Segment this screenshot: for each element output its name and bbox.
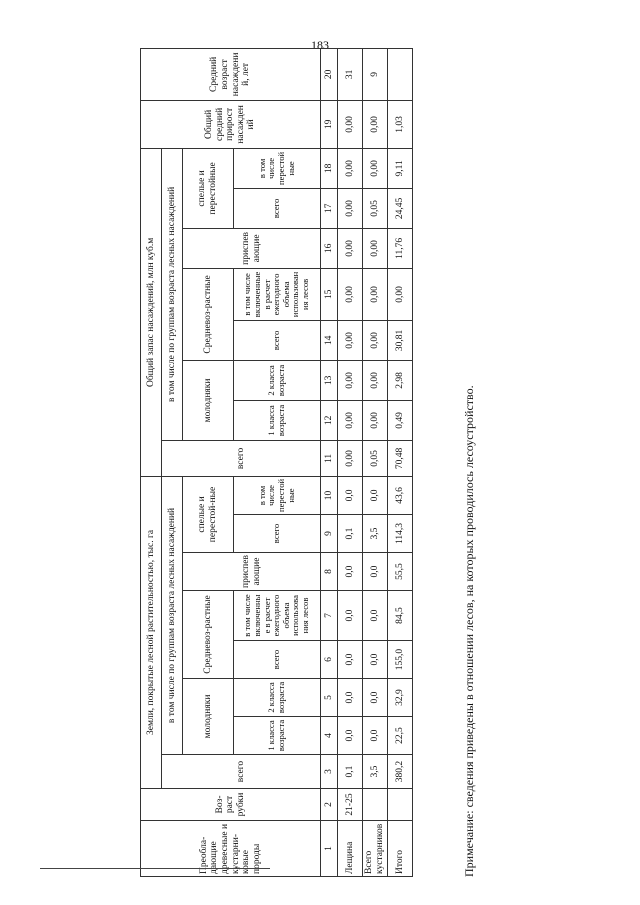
column-number: 7 bbox=[321, 591, 338, 641]
header-area-mature-total: всего bbox=[234, 515, 321, 553]
column-number: 12 bbox=[321, 400, 338, 440]
cell-value: 0,0 bbox=[338, 476, 363, 514]
cell-value: 0,0 bbox=[338, 679, 363, 717]
header-area-middle-allowable: в том числе включенные в расчет ежегодного объема использования лесов bbox=[234, 591, 321, 641]
cell-species: Лещина bbox=[338, 821, 363, 877]
column-number: 8 bbox=[321, 553, 338, 591]
cell-value: 0,00 bbox=[338, 268, 363, 320]
cell-value: 0,0 bbox=[363, 476, 388, 514]
cell-value: 0,00 bbox=[363, 400, 388, 440]
header-area-class2: 2 класса возраста bbox=[234, 679, 321, 717]
cell-value: 0,0 bbox=[363, 679, 388, 717]
cell-value: 84,5 bbox=[388, 591, 413, 641]
cell-value: 11,76 bbox=[388, 228, 413, 268]
header-stock-middle-allowable: в том числе включенные в расчет ежегодного объема использования лесов bbox=[234, 268, 321, 320]
cell-value: 0,0 bbox=[338, 641, 363, 679]
cell-value bbox=[388, 48, 413, 100]
table-row-total bbox=[388, 48, 413, 876]
cell-value: 32,9 bbox=[388, 679, 413, 717]
cell-value: 0,0 bbox=[363, 717, 388, 755]
cell-value: 22,5 bbox=[388, 717, 413, 755]
header-stock-class2: 2 класса возраста bbox=[234, 360, 321, 400]
header-stock-total: всего bbox=[162, 440, 321, 476]
forest-stock-table bbox=[140, 48, 413, 877]
column-number: 10 bbox=[321, 476, 338, 514]
column-number: 16 bbox=[321, 228, 338, 268]
column-number: 13 bbox=[321, 360, 338, 400]
table-row bbox=[363, 48, 388, 876]
cell-value: 0,00 bbox=[338, 148, 363, 188]
cell-species: Итого bbox=[388, 821, 413, 877]
cell-value: 380,2 bbox=[388, 755, 413, 789]
cell-value: 0,00 bbox=[338, 360, 363, 400]
cell-value: 155,0 bbox=[388, 641, 413, 679]
column-number: 6 bbox=[321, 641, 338, 679]
header-area-class1: 1 класса возраста bbox=[234, 717, 321, 755]
header-age: Воз-раст рубки bbox=[141, 789, 321, 821]
header-stock-by-age: в том числе по группам возраста лесных насаждений bbox=[162, 148, 183, 440]
cell-value: 31 bbox=[338, 48, 363, 100]
column-number: 5 bbox=[321, 679, 338, 717]
column-number: 9 bbox=[321, 515, 338, 553]
header-stock-group: Общий запас насаждений, млн куб.м bbox=[141, 148, 162, 476]
cell-value: 114,3 bbox=[388, 515, 413, 553]
header-stock-middle-total: всего bbox=[234, 320, 321, 360]
table-row bbox=[338, 48, 363, 876]
cell-value: 0,00 bbox=[363, 320, 388, 360]
cell-age bbox=[363, 789, 388, 821]
cell-value: 55,5 bbox=[388, 553, 413, 591]
column-number: 18 bbox=[321, 148, 338, 188]
cell-value: 0,49 bbox=[388, 400, 413, 440]
cell-value: 2,98 bbox=[388, 360, 413, 400]
cell-value: 30,81 bbox=[388, 320, 413, 360]
page-number: 183 bbox=[311, 38, 329, 52]
cell-value: 1,03 bbox=[388, 100, 413, 148]
column-number: 14 bbox=[321, 320, 338, 360]
cell-value: 0,00 bbox=[388, 268, 413, 320]
cell-species: Всего кустарников bbox=[363, 821, 388, 877]
column-number: 20 bbox=[321, 48, 338, 100]
column-number: 11 bbox=[321, 440, 338, 476]
cell-value: 0,1 bbox=[338, 515, 363, 553]
cell-value: 3,5 bbox=[363, 515, 388, 553]
header-stock-class1: 1 класса возраста bbox=[234, 400, 321, 440]
header-area-by-age: в том числе по группам возраста лесных насаждений bbox=[162, 476, 183, 754]
column-number: 4 bbox=[321, 717, 338, 755]
cell-value: 24,45 bbox=[388, 188, 413, 228]
cell-value: 0,0 bbox=[338, 553, 363, 591]
cell-value: 0,00 bbox=[363, 268, 388, 320]
column-number: 2 bbox=[321, 789, 338, 821]
column-number-row bbox=[321, 48, 338, 876]
cell-value: 43,6 bbox=[388, 476, 413, 514]
cell-value: 0,05 bbox=[363, 188, 388, 228]
header-stock-overmature: в том числе перестойные bbox=[234, 148, 321, 188]
header-area-total: всего bbox=[162, 755, 321, 789]
header-area-overmature: в том числе перестойные bbox=[234, 476, 321, 514]
cell-age bbox=[388, 789, 413, 821]
header-stock-maturing: приспевающие bbox=[183, 228, 321, 268]
header-area-middle: Средневоз-растные bbox=[183, 591, 234, 679]
cell-value: 0,1 bbox=[338, 755, 363, 789]
column-number: 3 bbox=[321, 755, 338, 789]
cell-value: 0,00 bbox=[338, 188, 363, 228]
header-stock-middle: Средневоз-растные bbox=[183, 268, 234, 360]
cell-value: 0,00 bbox=[338, 100, 363, 148]
column-number: 1 bbox=[321, 821, 338, 877]
header-area-young: молодняки bbox=[183, 679, 234, 755]
header-area-group: Земли, покрытые лесной растительностью, тыс. га bbox=[141, 476, 162, 788]
cell-value: 70,48 bbox=[388, 440, 413, 476]
cell-value: 0,0 bbox=[363, 553, 388, 591]
cell-value: 0,00 bbox=[363, 228, 388, 268]
column-number: 15 bbox=[321, 268, 338, 320]
cell-value: 0,0 bbox=[363, 641, 388, 679]
header-avg-age: Средний возраст насаждений, лет bbox=[141, 48, 321, 100]
header-stock-mature-total: всего bbox=[234, 188, 321, 228]
cell-value: 0,00 bbox=[338, 400, 363, 440]
cell-value: 9 bbox=[363, 48, 388, 100]
column-number: 19 bbox=[321, 100, 338, 148]
header-stock-young: молодняки bbox=[183, 360, 234, 440]
cell-value: 0,0 bbox=[338, 591, 363, 641]
cell-value: 0,0 bbox=[363, 591, 388, 641]
cell-value: 0,00 bbox=[338, 320, 363, 360]
rotated-page-content bbox=[140, 49, 480, 877]
column-number: 17 bbox=[321, 188, 338, 228]
cell-value: 0,0 bbox=[338, 717, 363, 755]
cell-age: 21-25 bbox=[338, 789, 363, 821]
header-area-middle-total: всего bbox=[234, 641, 321, 679]
header-area-maturing: приспевающие bbox=[183, 553, 321, 591]
header-avg-growth: Общий средний прирост насаждений bbox=[141, 100, 321, 148]
cell-value: 0,00 bbox=[363, 148, 388, 188]
footer-rule bbox=[40, 868, 270, 869]
cell-value: 0,00 bbox=[338, 440, 363, 476]
header-stock-mature: спелые и перестойные bbox=[183, 148, 234, 228]
cell-value: 0,00 bbox=[338, 228, 363, 268]
cell-value: 0,05 bbox=[363, 440, 388, 476]
header-area-mature: спелые и перестой-ные bbox=[183, 476, 234, 552]
header-species: Преобла-дающие древесные и кустарни-ковые породы bbox=[141, 821, 321, 877]
table-note: Примечание: сведения приведены в отношении лесов, на которых проводилось лесоустройство. bbox=[462, 385, 476, 877]
cell-value: 0,00 bbox=[363, 100, 388, 148]
cell-value: 9,11 bbox=[388, 148, 413, 188]
cell-value: 3,5 bbox=[363, 755, 388, 789]
cell-value: 0,00 bbox=[363, 360, 388, 400]
